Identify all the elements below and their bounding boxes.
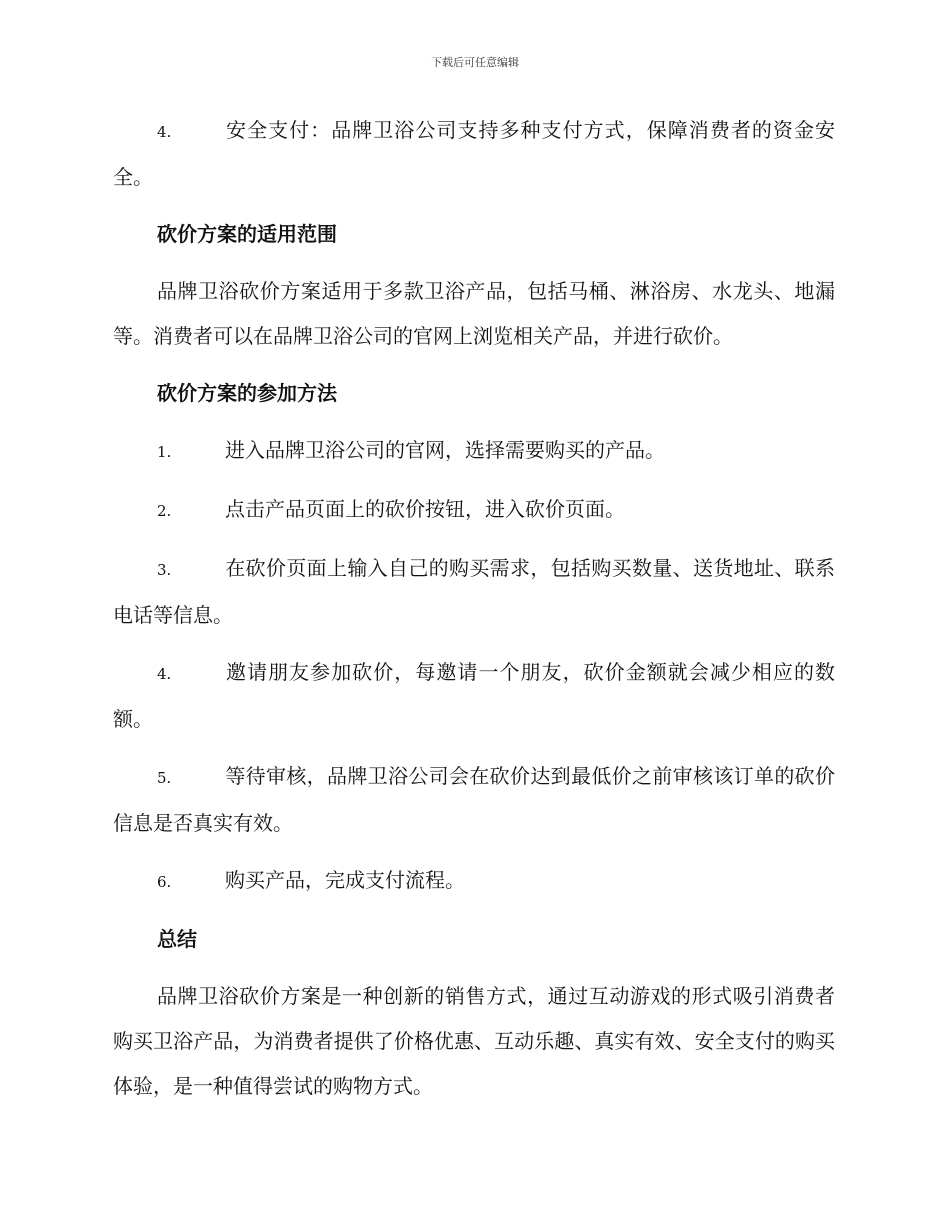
list-item (113, 650, 835, 742)
list-item (113, 754, 835, 846)
list-text: 购买产品，完成支付流程。 (225, 868, 465, 892)
list-number: 1. (157, 443, 172, 461)
section-heading: 总结 (157, 927, 197, 951)
section-heading: 砍价方案的适用范围 (157, 222, 337, 246)
list-number: 2. (157, 502, 172, 520)
list-item (113, 487, 835, 534)
list-item (113, 428, 835, 475)
list-number: 4. (157, 665, 172, 683)
list-number: 4. (157, 123, 172, 141)
list-number: 5. (157, 769, 172, 787)
list-item (113, 858, 835, 905)
section-heading: 砍价方案的参加方法 (157, 381, 337, 405)
list-text: 邀请朋友参加砍价，每邀请一个朋友，砍价金额就会减少相应的数额。 (113, 660, 835, 731)
list-number: 3. (157, 561, 172, 579)
list-item (113, 108, 835, 200)
paragraph: 品牌卫浴砍价方案是一种创新的销售方式，通过互动游戏的形式吸引消费者购买卫浴产品，为消费者提供了价格优惠、互动乐趣、真实有效、安全支付的购买体验，是一种值得尝试的购物方式。 (113, 984, 835, 1098)
paragraph: 品牌卫浴砍价方案适用于多款卫浴产品，包括马桶、淋浴房、水龙头、地漏等。消费者可以在品牌卫浴公司的官网上浏览相关产品，并进行砍价。 (113, 279, 835, 348)
list-text: 点击产品页面上的砍价按钮，进入砍价页面。 (225, 497, 625, 521)
list-text: 等待审核，品牌卫浴公司会在砍价达到最低价之前审核该订单的砍价信息是否真实有效。 (113, 764, 835, 835)
document-body (113, 108, 835, 1121)
header-note: 下载后可任意编辑 (431, 56, 519, 69)
list-text: 进入品牌卫浴公司的官网，选择需要购买的产品。 (225, 438, 665, 462)
list-number: 6. (157, 873, 172, 891)
list-item (113, 546, 835, 638)
list-text: 安全支付：品牌卫浴公司支持多种支付方式，保障消费者的资金安全。 (113, 118, 835, 189)
list-text: 在砍价页面上输入自己的购买需求，包括购买数量、送货地址、联系电话等信息。 (113, 556, 835, 627)
